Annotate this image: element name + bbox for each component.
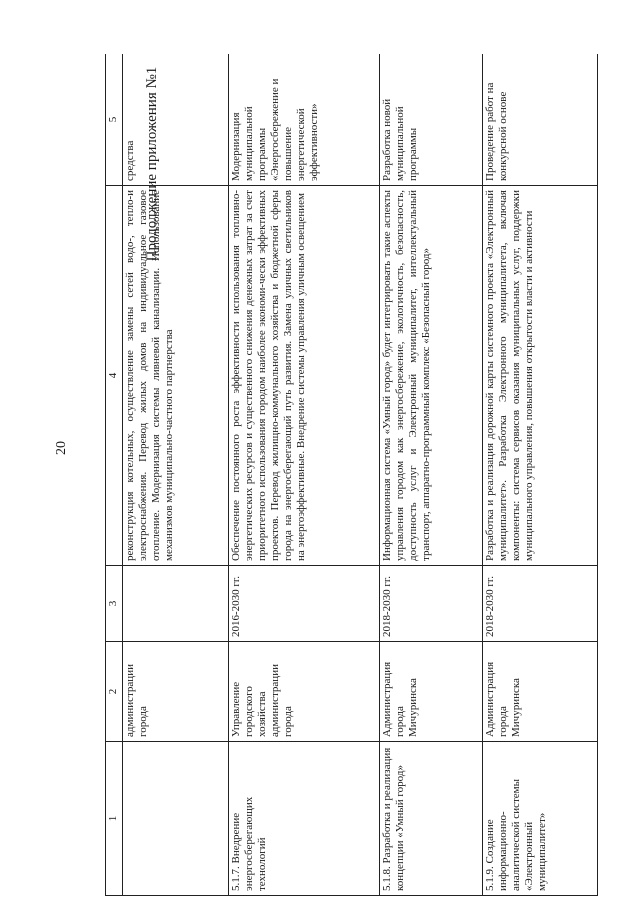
- header-cell: 1: [106, 742, 123, 896]
- measures-table: [105, 54, 598, 896]
- description-cell: Разработка и реализация дорожной карты системного проекта «Электронный муниципалитет». Разработка Электронного муниципалитета, включая компоненты: система сервисов оказания муниципальных услуг, поддержки муниципального управления, повышения открытости власти и активности: [483, 186, 598, 566]
- description-cell: реконструкция котельных, осуществление замены сетей водо-, тепло-и электроснабжения. Перевод жилых домов на индивидуальное газовое отопление. Модернизация системы ливневой канализации. Использование механизмов муниципально-частного партнерства: [123, 186, 229, 566]
- table-row: [483, 54, 598, 896]
- period-cell: 2018-2030 гг.: [483, 566, 598, 642]
- period-cell: 2016-2030 гг.: [229, 566, 380, 642]
- measure-cell: [123, 742, 229, 896]
- executor-cell: администрации города: [123, 642, 229, 742]
- table-row: [229, 54, 380, 896]
- table-container: [105, 54, 617, 896]
- executor-cell: Управление городского хозяйства администрации города: [229, 642, 380, 742]
- measure-cell: 5.1.9. Создание информационно-аналитической системы «Электронный муниципалитет»: [483, 742, 598, 896]
- header-cell: 3: [106, 566, 123, 642]
- page-number: 20: [54, 441, 69, 455]
- executor-cell: Администрация города Мичуринска: [380, 642, 483, 742]
- table-header-row: [106, 54, 123, 896]
- executor-cell: Администрация города Мичуринска: [483, 642, 598, 742]
- source-cell: Проведение работ на конкурсной основе: [483, 54, 598, 186]
- rotated-table: [105, 54, 617, 896]
- appendix-caption: Продолжение приложения №1: [144, 66, 160, 262]
- description-cell: Обеспечение постоянного роста эффективности использования топливно-энергетических ресурсов и существенного снижения денежных затрат за счет приоритетного использования городом наиболее экономи-чески эффективных проектов. Перевод жилищно-коммунального хозяйства и бюджетной сферы города на энергосберегающий путь развития. Замена уличных светильников на энергоэффективные. Внедрение системы управления уличным освещением: [229, 186, 380, 566]
- header-cell: 4: [106, 186, 123, 566]
- period-cell: 2018-2030 гг.: [380, 566, 483, 642]
- measure-cell: 5.1.7. Внедрение энергосберегающих технологий: [229, 742, 380, 896]
- header-cell: 2: [106, 642, 123, 742]
- period-cell: [123, 566, 229, 642]
- source-cell: Модернизация муниципальной программы «Энергосбережение и повышение энергетической эффективности»: [229, 54, 380, 186]
- table-row: [380, 54, 483, 896]
- measure-cell: 5.1.8. Разработка и реализация концепции «Умный город»: [380, 742, 483, 896]
- table-row: [123, 54, 229, 896]
- source-cell: Разработка новой муниципальной программы: [380, 54, 483, 186]
- source-cell: средства: [123, 54, 229, 186]
- header-cell: 5: [106, 54, 123, 186]
- description-cell: Информационная система «Умный город» будет интегрировать такие аспекты управления городом как энергосбережение, экологичность, безопасность, доступность услуг и Электронный муниципалитет, интеллектуальный транспорт, аппаратно-программный комплекс «Безопасный город»: [380, 186, 483, 566]
